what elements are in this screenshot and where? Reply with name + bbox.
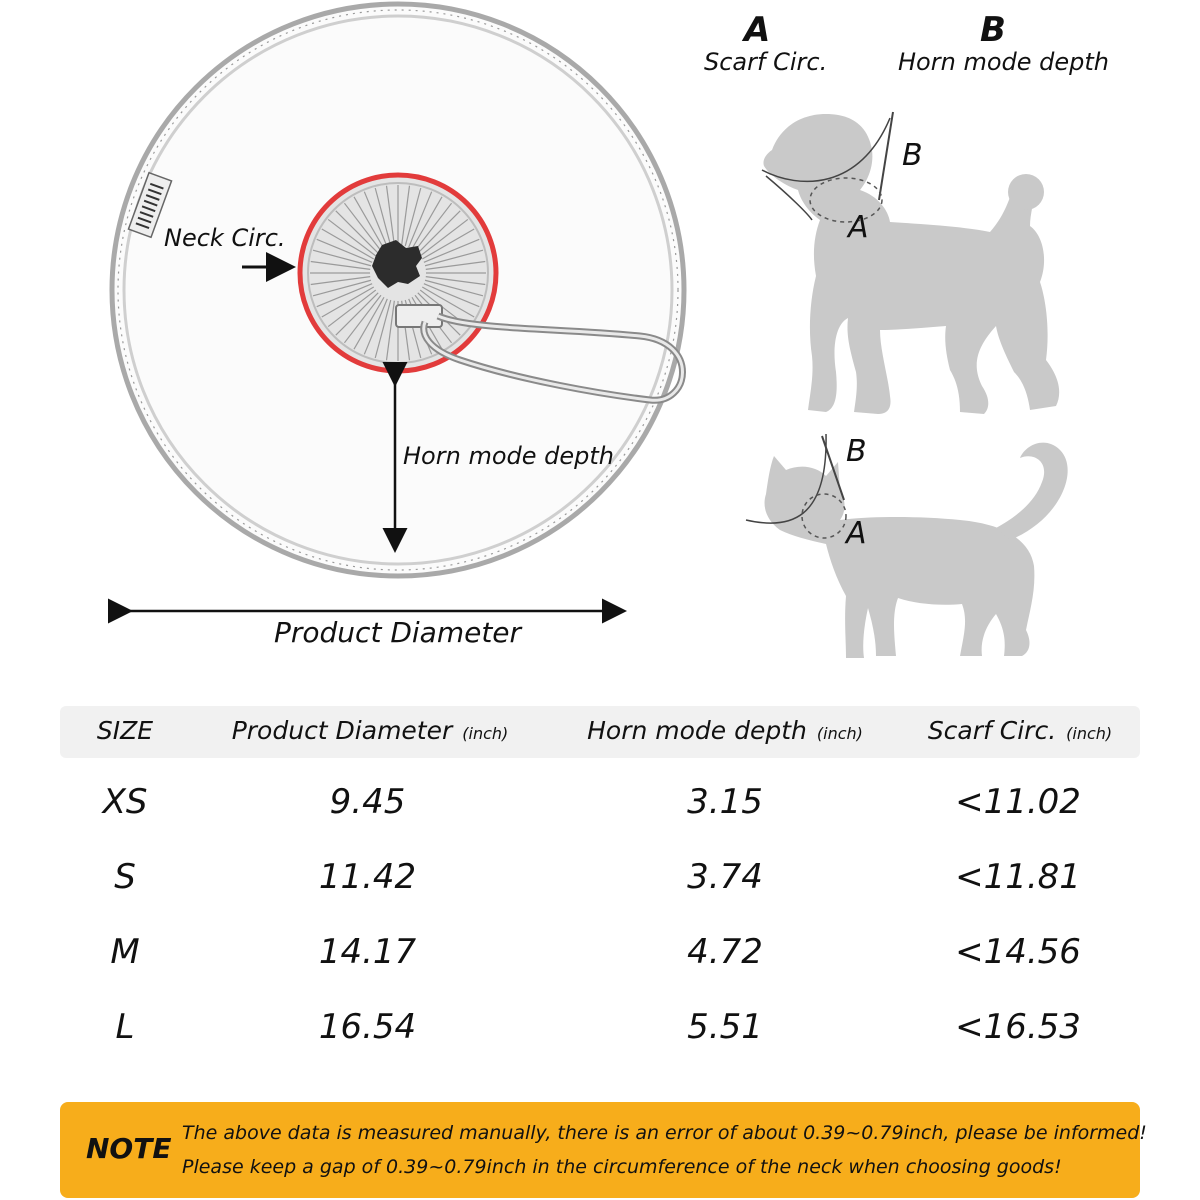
product-diameter-label: Product Diameter [274, 616, 522, 649]
dog-b-label: B [902, 138, 923, 173]
cell-scarf: <11.02 [955, 782, 1081, 822]
cell-size: L [115, 1007, 135, 1047]
legend-b-letter: B [980, 10, 1006, 50]
cell-depth: 3.15 [687, 782, 763, 822]
cell-scarf: <11.81 [955, 857, 1081, 897]
cell-size: XS [102, 782, 148, 822]
cell-depth: 4.72 [687, 932, 763, 972]
cell-scarf: <14.56 [955, 932, 1081, 972]
table-header [60, 706, 1140, 758]
cell-depth: 3.74 [687, 857, 763, 897]
neck-opening [300, 175, 496, 371]
note-box [60, 1102, 1147, 1198]
header-scarf-circ: Scarf Circ. (inch) [927, 716, 1113, 745]
cat-silhouette-icon [765, 443, 1068, 658]
cat-b-label: B [846, 434, 867, 469]
header-horn-depth: Horn mode depth (inch) [587, 716, 863, 745]
cell-diameter: 14.17 [318, 932, 417, 972]
cell-size: M [110, 932, 140, 972]
header-product-diameter: Product Diameter (inch) [231, 716, 509, 745]
table-row [60, 857, 1140, 901]
table-row [60, 782, 1140, 826]
cell-diameter: 9.45 [329, 782, 406, 822]
cell-depth: 5.51 [687, 1007, 763, 1047]
note-line-2: Please keep a gap of 0.39~0.79inch in the circumference of the neck when choosing goods! [182, 1156, 1062, 1178]
horn-depth-label: Horn mode depth [403, 442, 614, 470]
note-line-1: The above data is measured manually, there is an error of about 0.39~0.79inch, please be informed! [182, 1122, 1147, 1144]
legend-b-text: Horn mode depth [898, 48, 1109, 76]
table-row [60, 932, 1140, 976]
cell-size: S [114, 857, 136, 897]
legend-a-letter: A [744, 10, 771, 50]
cell-scarf: <16.53 [955, 1007, 1081, 1047]
cat-a-label: A [846, 516, 867, 551]
cell-diameter: 16.54 [318, 1007, 417, 1047]
dog-a-label: A [848, 210, 869, 245]
legend-a-text: Scarf Circ. [704, 48, 828, 76]
header-size: SIZE [96, 716, 154, 745]
table-row [60, 1007, 1140, 1051]
note-label: NOTE [86, 1132, 172, 1165]
cell-diameter: 11.42 [318, 857, 417, 897]
neck-circ-label: Neck Circ. [164, 224, 286, 252]
